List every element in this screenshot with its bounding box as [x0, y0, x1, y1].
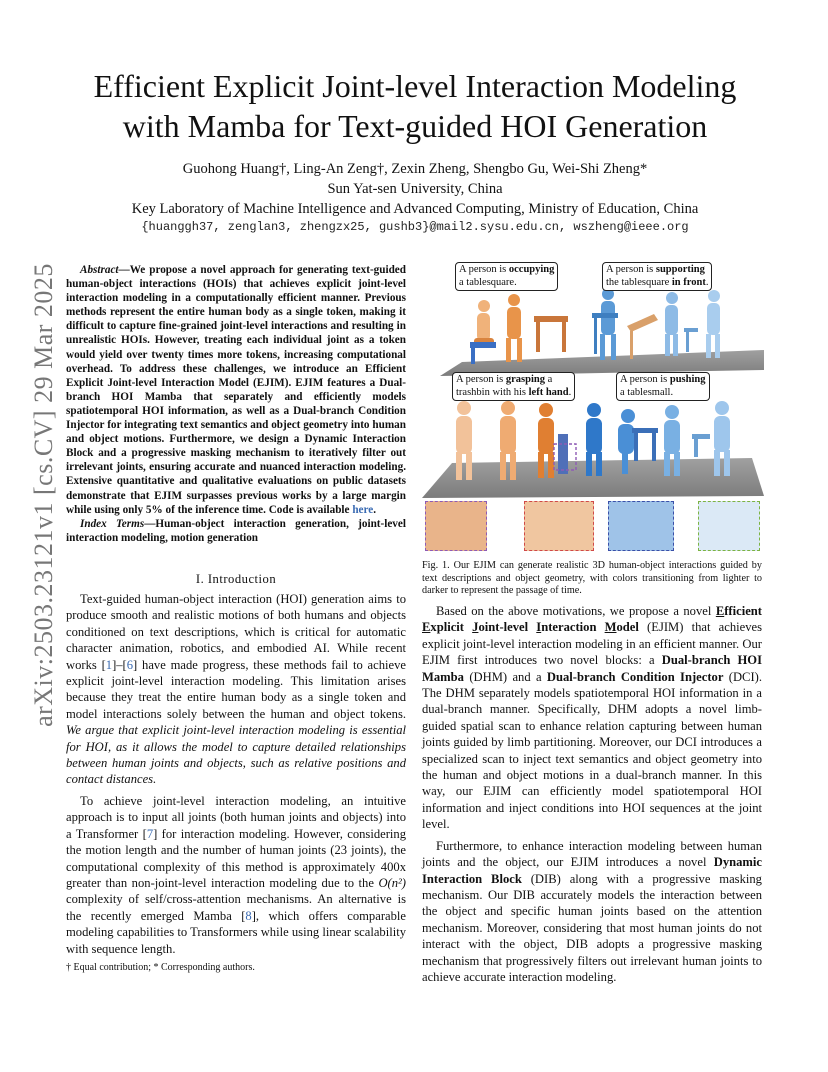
ejim-word-8: nteraction: [541, 620, 605, 635]
author-list: Guohong Huang†, Ling-An Zeng†, Zexin Zheng, Shengbo Gu, Wei-Shi Zheng*: [182, 161, 648, 177]
intro-paragraph-2: [66, 793, 406, 957]
rp2-text-c: (DIB) along with a progressive masking mechanism. Our DIB accurately models the interaction between the object and specific human joints based on the attention mechanism. Moreover, considering that most human joints do not interact with the object, DIB adopts a progressive masking mechanism that progressively filters out irrelevant human joints to achieve accurate interaction modeling.: [422, 871, 762, 984]
bubble2-text-a: A person is: [606, 264, 656, 275]
ejim-word-4: xplicit: [430, 620, 473, 635]
rp1-text-e: (DHM) and a: [463, 669, 547, 684]
abstract-end: .: [373, 503, 377, 516]
code-link[interactable]: here: [352, 503, 374, 516]
bubble2-emph: in front: [671, 276, 706, 288]
bubble1-text-c: a tablesquare.: [459, 276, 517, 288]
prompt-occupying: [455, 262, 558, 291]
author-emails: {huanggh37, zenglan3, zhengzx25, gushb3}@mail2.sysu.edu.cn, wszheng@ieee.org: [141, 220, 689, 234]
blue-chair-leg: [471, 348, 475, 364]
bubble4-text-a: A person is: [620, 374, 670, 385]
rp2-text-a: Furthermore, to enhance interaction modeling between human joints and the object, our EJIM introduces a novel: [422, 838, 762, 870]
abstract-text: —We propose a novel approach for generating text-guided human-object interactions (HOIs) that achieves explicit joint-level interaction modeling in a computationally efficient manner. Previous methods represent the entire human body as a single token, making it difficult to capture fine-grained joint-level interactions and resulting in unrealistic HOIs. However, treating each individual joint as a token would yield over twenty times more tokens, increasing computational overhead. To address these challenges, we introduce an Efficient Explicit Joint-level Interaction Model (EJIM). EJIM features a Dual-branch HOI Mamba that separately and efficiently models spatiotemporal HOI information, as well as a Dual-branch Condition Injector for integrating text semantics and object geometry into human and object motions. Furthermore, we design a Dynamic Interaction Block and a progressive masking mechanism to iteratively filter out irrelevant joints, ensuring accurate and nuanced interaction modeling. Extensive quantitative and qualitative evaluations on public datasets demonstrate that EJIM surpasses previous works by a large margin while using only 5% of the inference time. Code is available: [66, 264, 406, 516]
right-paragraph-1: [422, 603, 762, 833]
ejim-letter-e2: E: [422, 620, 431, 635]
prompt-supporting: [602, 262, 712, 291]
bubble4-text-c: a tablesmall.: [620, 386, 674, 398]
ejim-word-10: odel: [616, 620, 639, 635]
intro-p2-text-b: ] for interaction modeling. However, considering the motion length and the number of human joints (23 joints), the computational complexity of this method is approximately 400x greater than non-joint-level interaction modeling due to the: [66, 826, 406, 890]
zoom-thumbnail-2: [524, 501, 594, 551]
citation-link-6[interactable]: 6: [126, 657, 134, 672]
intro-p1-text-c: ] have made progress, these methods fail to achieve explicit joint-level interaction modeling. This limitation arises because they treat the entire human body as a single token and model interactions solely between the human and object tokens.: [66, 657, 406, 721]
rp1-text-c: (EJIM) that achieves explicit joint-level interaction modeling in an efficient manner. Our EJIM first introduces two novel blocks: a: [422, 620, 762, 668]
bubble2-text-c: the tablesquare: [606, 276, 672, 288]
dci-term: Dual-branch Condition Injector: [546, 669, 724, 684]
zoom-thumbnail-1: [425, 501, 487, 551]
prompt-grasping: [452, 372, 575, 401]
complexity-math: O(n²): [378, 875, 406, 890]
bubble3-text-d: trashbin with his: [456, 386, 529, 398]
ejim-word-6: oint-level: [478, 620, 537, 635]
figure-caption: Fig. 1. Our EJIM can generate realistic 3D human-object interactions guided by text descriptions and object geometry, with colors transitioning from lighter to darker to represent the passage of time.: [422, 560, 762, 597]
dib-term: Dynamic Interaction Block: [422, 855, 762, 886]
bubble3-text-c: a: [544, 374, 553, 385]
intro-p2-text-c: complexity of self/cross-attention mechanisms. An alternative is the recently emerged Mamba [: [66, 892, 406, 923]
section-heading-introduction: I. Introduction: [195, 572, 277, 586]
bottom-floor: [422, 458, 764, 498]
abstract: [66, 263, 406, 545]
bubble3-emph: left hand: [528, 386, 569, 398]
footnote: [66, 962, 406, 973]
arxiv-stamp: [27, 263, 61, 727]
rp1-text-a: Based on the above motivations, we propose a novel: [436, 604, 716, 618]
bubble3-verb: grasping: [505, 374, 545, 385]
figure-1: [422, 258, 764, 554]
ejim-letter-m: M: [604, 620, 617, 635]
affiliation-university: Sun Yat-sen University, China: [327, 181, 503, 197]
dhm-term: Dual-branch HOI Mamba: [422, 653, 762, 684]
citation-link-7[interactable]: 7: [146, 826, 154, 841]
bubble4-verb: pushing: [669, 374, 706, 385]
zoom-thumbnail-4: [698, 501, 760, 551]
index-terms-label: Index Terms: [80, 517, 145, 530]
paper-title: [70, 66, 760, 146]
intro-p1-text-a: Text-guided human-object interaction (HOI) generation aims to produce smooth and realistic motions of both humans and objects conditioned on text descriptions, which is critical for automatic character animation, robotics, and embodied AI. While recent works [: [66, 592, 406, 672]
blue-figures-top: [592, 288, 720, 360]
ejim-letter-i: I: [536, 620, 542, 635]
intro-p2-text-d: ], which offers comparable modeling capabilities to Transformers while using linear scalability with sequence length.: [66, 908, 406, 956]
orange-figures-top: [474, 294, 568, 362]
bubble2-text-e: .: [705, 276, 709, 288]
arxiv-stamp-text: arXiv:2503.23121v1 [cs.CV] 29 Mar 2025: [29, 263, 58, 727]
index-terms-text: —Human-object interaction generation, joint-level interaction modeling, motion generation: [66, 517, 406, 544]
blue-chair-top: [470, 342, 496, 348]
introduction-body: [66, 591, 406, 957]
zoom-thumbnail-3: [608, 501, 674, 551]
footnote-text: † Equal contribution; * Corresponding authors.: [66, 962, 255, 973]
bubble3-text-f: .: [568, 386, 572, 398]
citation-link-8[interactable]: 8: [245, 908, 252, 923]
intro-p2-text-a: To achieve joint-level interaction modeling, an intuitive approach is to input all joints (both human joints and objects) into a Transformer [: [66, 793, 406, 841]
rp1-text-g: (DCI). The DHM separately models spatiotemporal HOI information in a dual-branch manner. Specifically, DHM adopts a novel limb-guided spatial scan to enhance relation capturing between human joints guided by limb partitioning. Moreover, our DCI introduces a specialized scan to inject text semantics and object geometry into the human and object motions in a dual-branch manner. In this way, our EJIM can efficiently model spatiotemporal HOI information and inject conditions into HOI sequences at the joint level.: [422, 669, 762, 832]
ejim-word-2: fficient: [724, 604, 762, 618]
prompt-pushing: [616, 372, 710, 401]
title-line-1: Efficient Explicit Joint-level Interaction Modeling: [93, 68, 737, 104]
bubble2-verb: supporting: [655, 264, 705, 275]
abstract-label: Abstract: [80, 264, 119, 276]
intro-p1-italic: We argue that explicit joint-level interaction modeling is essential for HOI, as it allows the model to capture detailed relationships between human joints and objects, such as relative positions and contact distances.: [66, 723, 406, 787]
right-paragraph-2: [422, 838, 762, 986]
affiliation-lab: Key Laboratory of Machine Intelligence and Advanced Computing, Ministry of Education, China: [131, 201, 699, 217]
ejim-letter-e1: E: [715, 604, 725, 618]
ejim-letter-j: J: [472, 620, 479, 635]
intro-p1-text-b: ]–[: [112, 657, 127, 672]
title-line-2: with Mamba for Text-guided HOI Generation: [122, 108, 708, 144]
intro-paragraph-1: [66, 591, 406, 788]
bubble1-text-a: A person is: [459, 264, 509, 275]
citation-link-1[interactable]: 1: [105, 657, 113, 672]
bubble3-text-a: A person is: [456, 374, 506, 385]
bubble1-verb: occupying: [508, 264, 555, 275]
right-column-body: [422, 603, 762, 985]
